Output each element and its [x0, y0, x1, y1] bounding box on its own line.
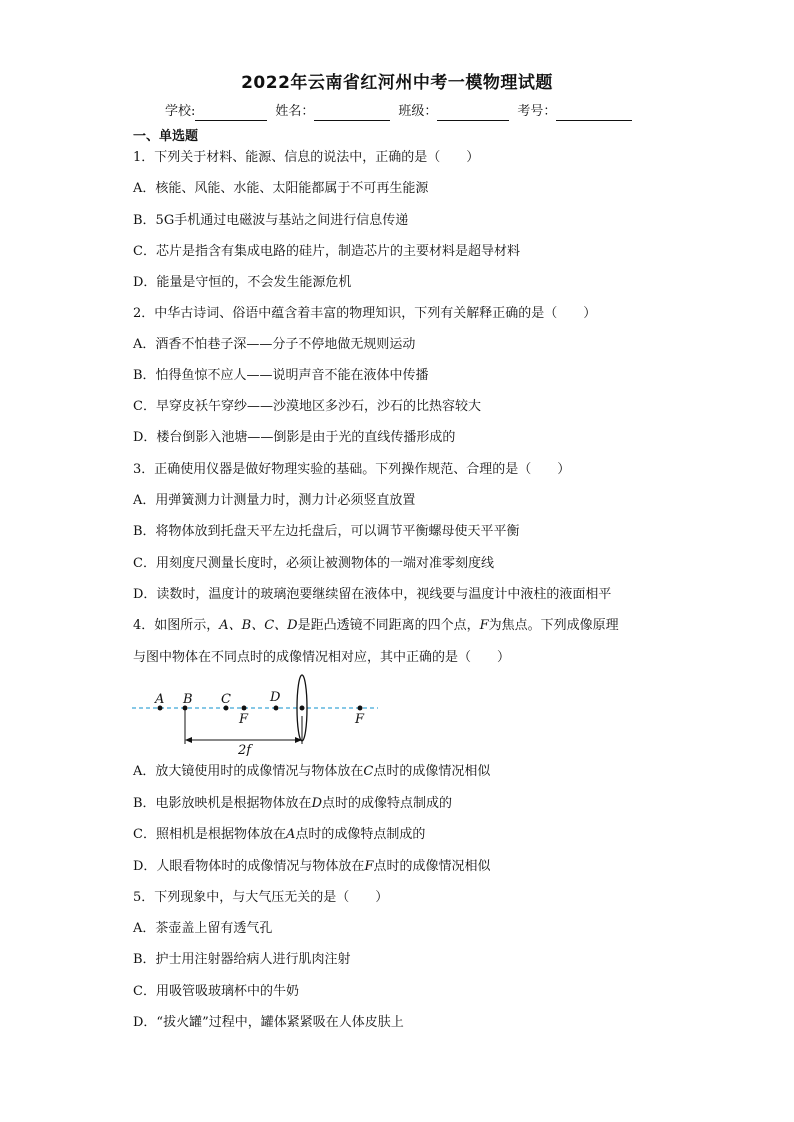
question-4-stem-line2: 与图中物体在不同点时的成像情况相对应，其中正确的是（ ） [133, 650, 511, 665]
section-heading: 一、单选题 [133, 129, 199, 144]
question-1-option-b: B．5G手机通过电磁波与基站之间进行信息传递 [133, 213, 409, 228]
q4-stem-part3: 为焦点。下列成像原理 [488, 618, 619, 633]
question-4-stem [133, 617, 619, 635]
q4c-point: A [285, 827, 296, 842]
q4b-post: 点时的成像特点制成的 [322, 796, 453, 811]
label-c: C [221, 692, 231, 707]
q4-stem-part2: 是距凸透镜不同距离的四个点， [297, 618, 480, 633]
question-2-option-b: B．怕得鱼惊不应人——说明声音不能在液体中传播 [133, 368, 429, 383]
lens-center [300, 706, 305, 711]
question-2-stem: 2．中华古诗词、俗语中蕴含着丰富的物理知识，下列有关解释正确的是（ ） [133, 306, 597, 321]
q4c-pre: C．照相机是根据物体放在 [133, 827, 286, 842]
label-f-right: F [355, 712, 365, 727]
q4d-pre: D．人眼看物体时的成像情况与物体放在 [133, 859, 365, 874]
exam-no-blank[interactable] [556, 106, 632, 121]
question-3-option-a: A．用弹簧测力计测量力时，测力计必须竖直放置 [133, 493, 416, 508]
label-d: D [270, 690, 281, 705]
student-info-line [165, 103, 640, 121]
q4b-point: D [311, 796, 322, 811]
q4-stem-focus: F [479, 618, 489, 633]
name-blank[interactable] [314, 106, 390, 121]
q4a-pre: A．放大镜使用时的成像情况与物体放在 [133, 764, 364, 779]
question-4-option-d [133, 858, 490, 876]
question-5-option-c: C．用吸管吸玻璃杯中的牛奶 [133, 984, 299, 999]
question-2-option-a: A．酒香不怕巷子深——分子不停地做无规则运动 [133, 337, 416, 352]
label-two-f: 2f [238, 743, 252, 756]
q4c-post: 点时的成像特点制成的 [295, 827, 426, 842]
q4a-post: 点时的成像情况相似 [373, 764, 491, 779]
two-f-arrow-left [185, 737, 192, 743]
q4-stem-points: A、B、C、D [219, 618, 298, 633]
exam-no-label: 考号： [517, 104, 557, 119]
label-a: A [155, 692, 165, 707]
school-label: 学校: [165, 104, 196, 119]
question-3-option-d: D．读数时，温度计的玻璃泡要继续留在液体中，视线要与温度计中液柱的液面相平 [133, 587, 612, 602]
question-1-option-c: C．芯片是指含有集成电路的硅片，制造芯片的主要材料是超导材料 [133, 244, 520, 259]
school-blank[interactable] [195, 106, 267, 121]
question-4-option-b [133, 795, 452, 813]
question-3-option-c: C．用刻度尺测量长度时，必须让被测物体的一端对准零刻度线 [133, 556, 494, 571]
q4d-point: F [364, 859, 374, 874]
question-5-stem: 5．下列现象中，与大气压无关的是（ ） [133, 890, 389, 905]
class-label: 班级： [398, 104, 438, 119]
question-2-option-c: C．早穿皮袄午穿纱——沙漠地区多沙石，沙石的比热容较大 [133, 399, 481, 414]
convex-lens-diagram [128, 672, 388, 756]
question-1-option-a: A．核能、风能、水能、太阳能都属于不可再生能源 [133, 181, 429, 196]
q4b-pre: B．电影放映机是根据物体放在 [133, 796, 312, 811]
question-3-option-b: B．将物体放到托盘天平左边托盘后，可以调节平衡螺母使天平平衡 [133, 524, 520, 539]
question-5-option-d: D．“拔火罐”过程中，罐体紧紧吸在人体皮肤上 [133, 1015, 404, 1030]
q4a-point: C [363, 764, 374, 779]
class-blank[interactable] [437, 106, 509, 121]
question-5-option-b: B．护士用注射器给病人进行肌肉注射 [133, 952, 351, 967]
question-4-option-a [133, 763, 490, 781]
point-f-right [358, 706, 363, 711]
question-1-stem: 1．下列关于材料、能源、信息的说法中，正确的是（ ） [133, 150, 480, 165]
q4d-post: 点时的成像情况相似 [373, 859, 491, 874]
question-3-stem: 3．正确使用仪器是做好物理实验的基础。下列操作规范、合理的是（ ） [133, 462, 571, 477]
question-1-option-d: D．能量是守恒的，不会发生能源危机 [133, 275, 352, 290]
point-d [274, 706, 279, 711]
two-f-arrow-right [295, 737, 302, 743]
label-b: B [183, 692, 193, 707]
q4-stem-part1: 4．如图所示， [133, 618, 220, 633]
question-4-option-c [133, 826, 425, 844]
question-2-option-d: D．楼台倒影入池塘——倒影是由于光的直线传播形成的 [133, 430, 456, 445]
question-5-option-a: A．茶壶盖上留有透气孔 [133, 921, 273, 936]
page-title: 2022年云南省红河州中考一模物理试题 [241, 73, 553, 93]
name-label: 姓名： [275, 104, 315, 119]
label-f-left: F [239, 712, 249, 727]
point-f-left [242, 706, 247, 711]
